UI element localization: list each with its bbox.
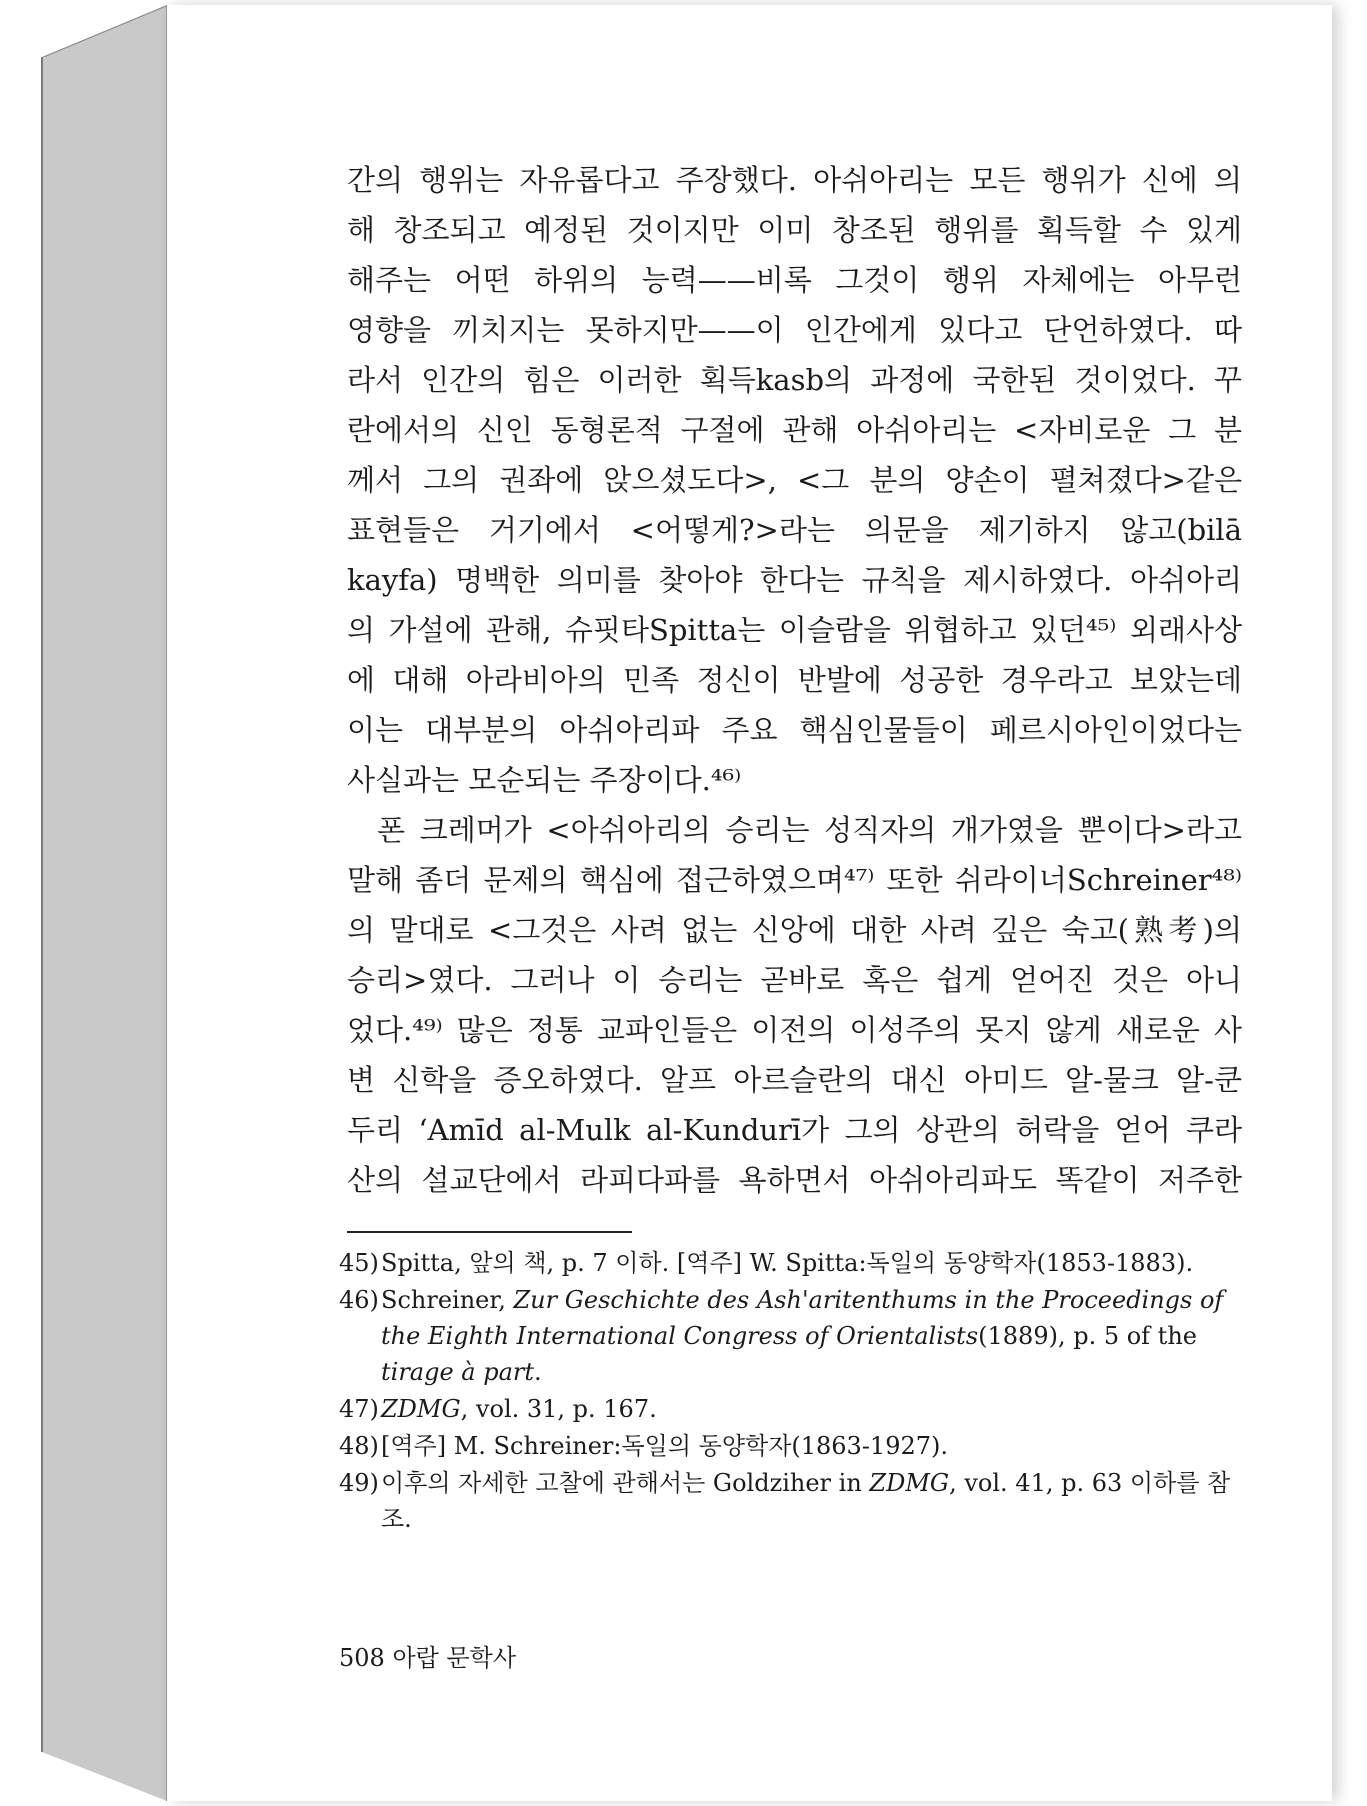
footnote-work-title: Zur Geschichte des Ash'aritenthums in the Proceedings of the Eighth International Congress of Orientalists (381, 1286, 1224, 1350)
footnote-49 (339, 1465, 1242, 1537)
body-line: 란에서의 신인 동형론적 구절에 관해 아쉬아리는 <자비로운 그 분 (347, 413, 1242, 447)
body-line: 해주는 어떤 하위의 능력——비록 그것이 행위 자체에는 아무런 (347, 263, 1242, 297)
body-line: kayfa) 명백한 의미를 찾아야 한다는 규칙을 제시하였다. 아쉬아리 (347, 563, 1242, 597)
footnote-number: 46) (339, 1286, 379, 1314)
body-line: 라서 인간의 힘은 이러한 획득kasb의 과정에 국한된 것이었다. 꾸 (347, 363, 1242, 397)
body-line: 말해 좀더 문제의 핵심에 접근하였으며⁴⁷⁾ 또한 쉬라이너Schreiner⁴⁸⁾ (347, 863, 1242, 897)
spine-face (42, 5, 167, 1801)
book-page (167, 5, 1332, 1801)
footnote-48 (339, 1428, 1242, 1464)
body-line: 에 대해 아라비아의 민족 정신이 반발에 성공한 경우라고 보았는데 (347, 663, 1242, 697)
footnote-text-post: , vol. 41, p. 63 이하를 참조. (381, 1469, 1231, 1533)
body-line: 의 말대로 <그것은 사려 없는 신앙에 대한 사려 깊은 숙고(熟考)의 (347, 913, 1242, 947)
footnote-text-mid: (1889), p. 5 of the (978, 1322, 1197, 1350)
footnote-number: 45) (339, 1249, 379, 1277)
footnote-text-post: . (534, 1358, 542, 1386)
body-text (347, 155, 1242, 1205)
page-number: 508 (339, 1644, 385, 1672)
running-title: 아랍 문학사 (392, 1644, 517, 1672)
body-line: 께서 그의 권좌에 앉으셨도다>, <그 분의 양손이 펼쳐졌다>같은 (347, 463, 1242, 497)
footnote-text-pre: Schreiner, (381, 1286, 514, 1314)
body-line: 승리>였다. 그러나 이 승리는 곧바로 혹은 쉽게 얻어진 것은 아니 (347, 963, 1242, 997)
body-line: 변 신학을 증오하였다. 알프 아르슬란의 대신 아미드 알-물크 알-쿤 (347, 1063, 1242, 1097)
footnote-work-title-2: tirage à part (381, 1358, 535, 1386)
footnote-work-title: ZDMG (869, 1469, 950, 1497)
footnote-text: [역주] M. Schreiner:독일의 동양학자(1863-1927). (381, 1432, 949, 1460)
footnote-text-post: , vol. 31, p. 167. (460, 1395, 657, 1423)
body-line: 의 가설에 관해, 슈핏타Spitta는 이슬람을 위협하고 있던⁴⁵⁾ 외래사상 (347, 613, 1242, 647)
body-line: 폰 크레머가 <아쉬아리의 승리는 성직자의 개가였을 뿐이다>라고 (377, 813, 1242, 847)
footnote-number: 47) (339, 1395, 379, 1423)
body-line: 영향을 끼치지는 못하지만——이 인간에게 있다고 단언하였다. 따 (347, 313, 1242, 347)
footnote-rule (347, 1231, 632, 1233)
footnote-47 (339, 1391, 1242, 1427)
body-line: 표현들은 거기에서 <어떻게?>라는 의문을 제기하지 않고(bilā (347, 513, 1242, 547)
page-footer (339, 1640, 516, 1676)
footnote-46 (339, 1282, 1242, 1390)
footnote-text: Spitta, 앞의 책, p. 7 이하. [역주] W. Spitta:독일의 동양학자(1853-1883). (381, 1249, 1194, 1277)
body-line: 두리 ʻAmīd al-Mulk al-Kundurī가 그의 상관의 허락을 얻어 쿠라 (347, 1113, 1242, 1147)
body-line: 산의 설교단에서 라피다파를 욕하면서 아쉬아리파도 똑같이 저주한 (347, 1163, 1242, 1197)
footnotes (339, 1245, 1242, 1538)
footnote-text (381, 1465, 1242, 1537)
footnote-text-pre: 이후의 자세한 고찰에 관해서는 Goldziher in (381, 1469, 870, 1497)
body-line: 사실과는 모순되는 주장이다.⁴⁶⁾ (347, 763, 742, 797)
footnote-work-title: ZDMG (381, 1395, 461, 1423)
footnote-number: 48) (339, 1432, 379, 1460)
footnote-text (381, 1391, 1242, 1427)
body-line: 해 창조되고 예정된 것이지만 이미 창조된 행위를 획득할 수 있게 (347, 213, 1242, 247)
footnote-text (381, 1282, 1242, 1390)
body-line: 었다.⁴⁹⁾ 많은 정통 교파인들은 이전의 이성주의 못지 않게 새로운 사 (347, 1013, 1242, 1047)
body-line: 간의 행위는 자유롭다고 주장했다. 아쉬아리는 모든 행위가 신에 의 (347, 163, 1242, 197)
footnote-number: 49) (339, 1469, 379, 1497)
footnote-45 (339, 1245, 1242, 1281)
body-line: 이는 대부분의 아쉬아리파 주요 핵심인물들이 페르시아인이었다는 (347, 713, 1242, 747)
